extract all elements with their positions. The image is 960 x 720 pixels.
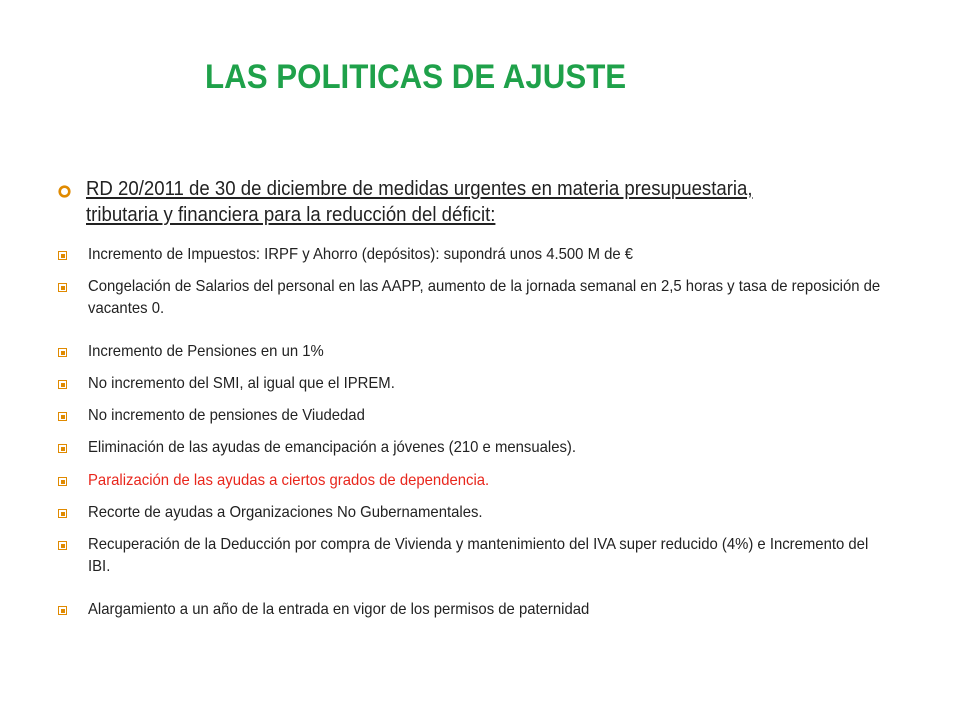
list-item-text: No incremento del SMI, al igual que el IPREM.: [88, 375, 395, 392]
square-bullet-icon: [58, 541, 67, 550]
list-item-text-highlighted: Paralización de las ayudas a ciertos grados de dependencia.: [88, 472, 490, 489]
main-point-text: RD 20/2011 de 30 de diciembre de medidas urgentes en materia presupuestaria, tributaria y financiera para la reducción del déficit:: [86, 178, 753, 226]
square-bullet-icon: [58, 509, 67, 518]
ring-bullet-icon: [58, 185, 71, 198]
square-bullet-icon: [58, 444, 67, 453]
list-item-text: Recorte de ayudas a Organizaciones No Gubernamentales.: [88, 504, 483, 521]
list-item-text: Recuperación de la Deducción por compra de Vivienda y mantenimiento del IVA super reducido (4%) e Incremento del IBI.: [88, 536, 869, 575]
list-item-text: No incremento de pensiones de Viudedad: [88, 407, 365, 424]
square-bullet-icon: [58, 380, 67, 389]
list-item-text: Eliminación de las ayudas de emancipación a jóvenes (210 e mensuales).: [88, 439, 577, 456]
square-bullet-icon: [58, 348, 67, 357]
square-bullet-icon: [58, 251, 67, 260]
list-item-text: Alargamiento a un año de la entrada en vigor de los permisos de paternidad: [88, 601, 590, 618]
list-item-text: Incremento de Impuestos: IRPF y Ahorro (depósitos): supondrá unos 4.500 M de €: [88, 246, 634, 263]
square-bullet-icon: [58, 606, 67, 615]
square-bullet-icon: [58, 412, 67, 421]
list-item-text: Congelación de Salarios del personal en las AAPP, aumento de la jornada semanal en 2,5 horas y tasa de reposición de vacantes 0.: [88, 278, 881, 317]
square-bullet-icon: [58, 283, 67, 292]
square-bullet-icon: [58, 477, 67, 486]
list-item-text: Incremento de Pensiones en un 1%: [88, 343, 324, 360]
slide-title: LAS POLITICAS DE AJUSTE: [205, 58, 627, 96]
